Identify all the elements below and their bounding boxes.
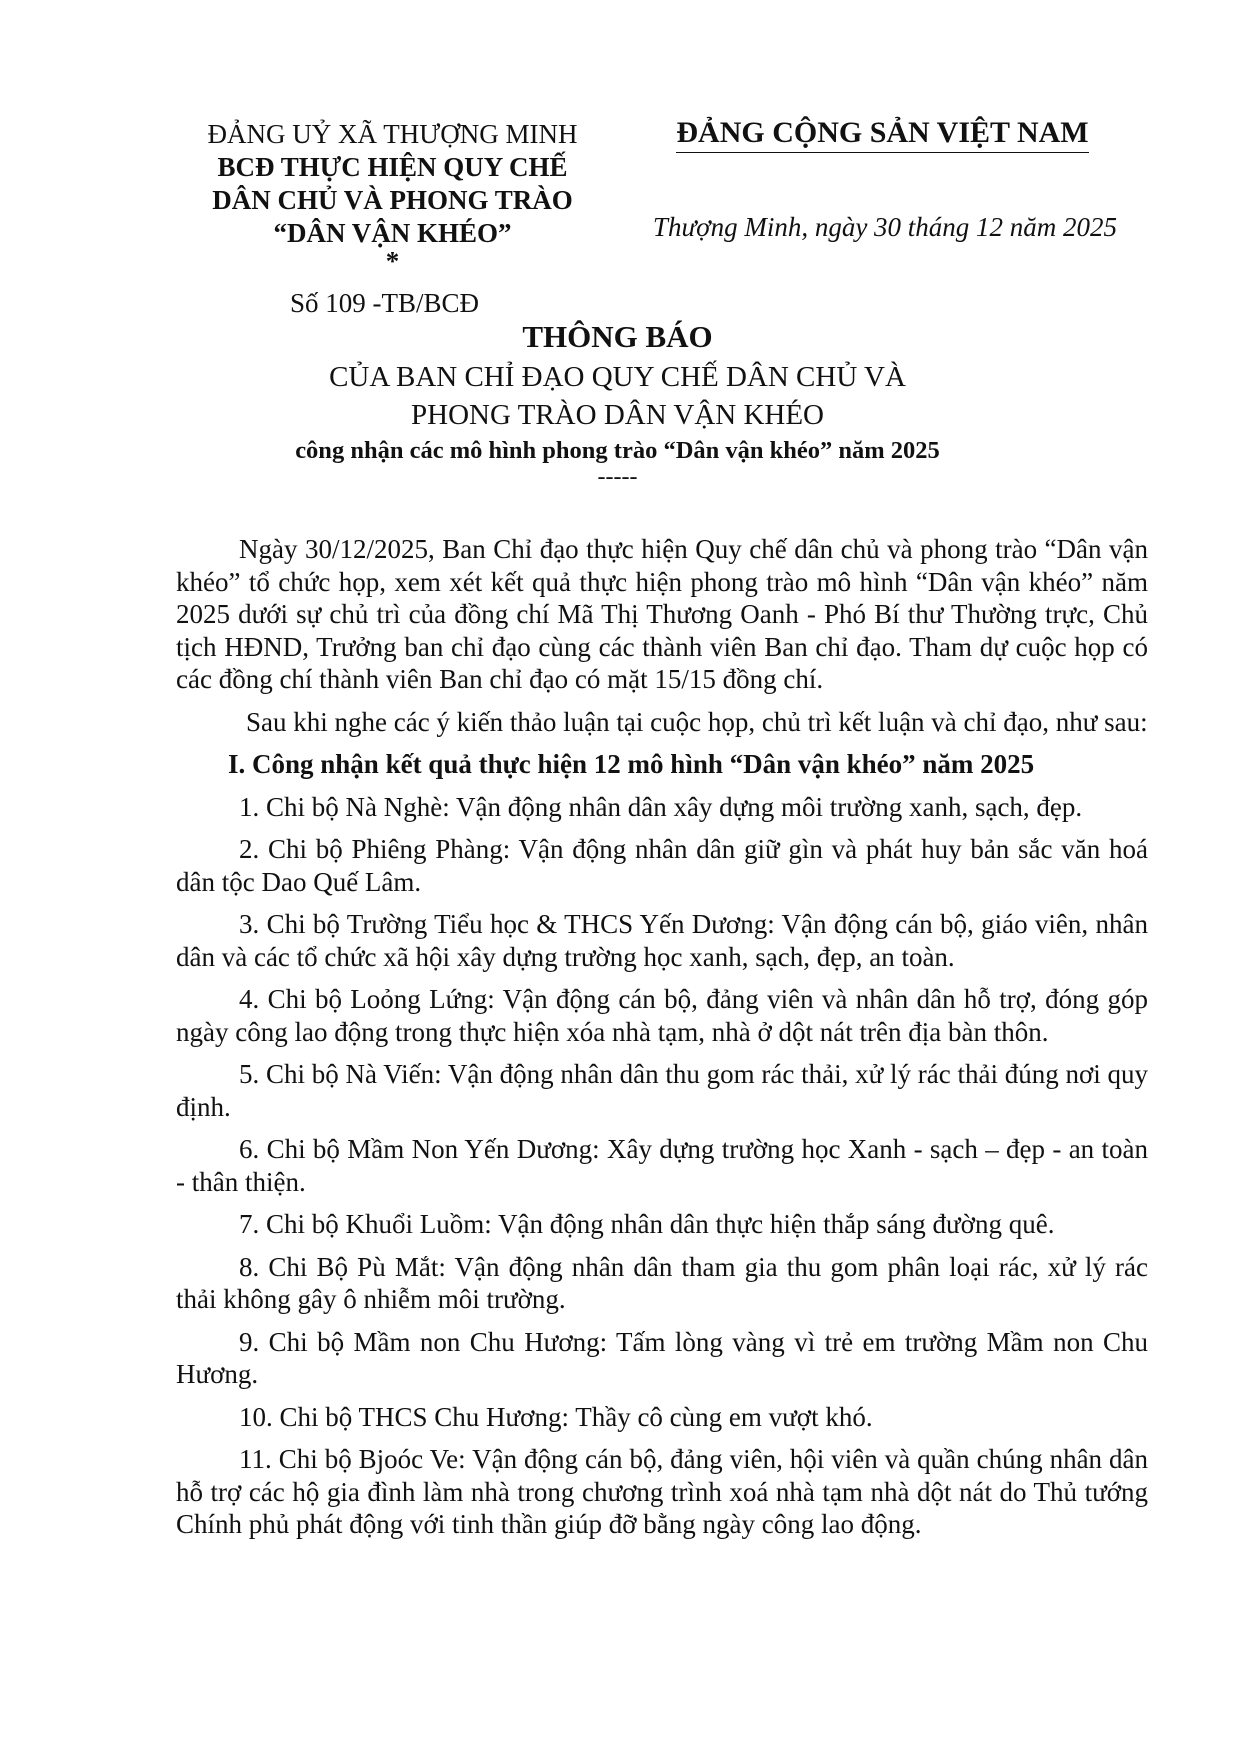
document-body	[176, 533, 1148, 1551]
committee-name-line-3: “DÂN VẬN KHÉO”	[273, 218, 512, 248]
list-item: 11. Chi bộ Bjoóc Ve: Vận động cán bộ, đảng viên, hội viên và quần chúng nhân dân hỗ trợ các hộ gia đình làm nhà trong chương trình xoá nhà tạm nhà dột nát do Thủ tướng Chính phủ phát động với tinh thần giúp đỡ bằng ngày công lao động.	[176, 1444, 1148, 1539]
list-item: 3. Chi bộ Trường Tiểu học & THCS Yến Dương: Vận động cán bộ, giáo viên, nhân dân và các tổ chức xã hội xây dựng trường học xanh, sạch, đẹp, an toàn.	[176, 909, 1148, 972]
title-line-2: PHONG TRÀO DÂN VẬN KHÉO	[411, 399, 824, 431]
intro-paragraph: Ngày 30/12/2025, Ban Chỉ đạo thực hiện Quy chế dân chủ và phong trào “Dân vận khéo” tổ chức họp, xem xét kết quả thực hiện phong trào mô hình “Dân vận khéo” năm 2025 dưới sự chủ trì của đồng chí Mã Thị Thương Oanh - Phó Bí thư Thường trực, Chủ tịch HĐND, Trưởng ban chỉ đạo cùng các thành viên Ban chỉ đạo. Tham dự cuộc họp có các đồng chí thành viên Ban chỉ đạo có mặt 15/15 đồng chí.	[176, 534, 1148, 694]
list-item: 5. Chi bộ Nà Viến: Vận động nhân dân thu gom rác thải, xử lý rác thải đúng nơi quy định.	[176, 1059, 1148, 1122]
committee-name-line-1: BCĐ THỰC HIỆN QUY CHẾ	[217, 152, 568, 182]
list-item: 1. Chi bộ Nà Nghè: Vận động nhân dân xây dựng môi trường xanh, sạch, đẹp.	[239, 791, 1083, 822]
list-item: 2. Chi bộ Phiêng Phàng: Vận động nhân dân giữ gìn và phát huy bản sắc văn hoá dân tộc Dao Quế Lâm.	[176, 834, 1148, 897]
list-item: 4. Chi bộ Loỏng Lứng: Vận động cán bộ, đảng viên và nhân dân hỗ trợ, đóng góp ngày công lao động trong thực hiện xóa nhà tạm, nhà ở dột nát trên địa bàn thôn.	[176, 984, 1148, 1047]
list-item: 10. Chi bộ THCS Chu Hương: Thầy cô cùng em vượt khó.	[239, 1401, 873, 1432]
title-separator: -----	[597, 464, 638, 490]
document-title-block	[130, 316, 1105, 490]
document-title: THÔNG BÁO	[522, 319, 713, 354]
party-name: ĐẢNG CỘNG SẢN VIỆT NAM	[676, 116, 1088, 153]
document-number: Số 109 -TB/BCĐ	[290, 288, 480, 318]
title-line-1: CỦA BAN CHỈ ĐẠO QUY CHẾ DÂN CHỦ VÀ	[329, 361, 906, 393]
list-item: 7. Chi bộ Khuổi Luồm: Vận động nhân dân thực hiện thắp sáng đường quê.	[239, 1209, 1055, 1239]
title-description: công nhận các mô hình phong trào “Dân vận khéo” năm 2025	[295, 437, 940, 464]
list-item: 6. Chi bộ Mầm Non Yến Dương: Xây dựng trường học Xanh - sạch – đẹp - an toàn - thân thiện.	[176, 1134, 1148, 1197]
place-and-date: Thượng Minh, ngày 30 tháng 12 năm 2025	[652, 212, 1118, 242]
list-item: 9. Chi bộ Mầm non Chu Hương: Tấm lòng vàng vì trẻ em trường Mầm non Chu Hương.	[176, 1326, 1148, 1389]
star-separator: *	[385, 246, 400, 276]
national-header	[655, 116, 1110, 153]
committee-name-line-2: DÂN CHỦ VÀ PHONG TRÀO	[212, 185, 573, 215]
party-committee-name: ĐẢNG UỶ XÃ THƯỢNG MINH	[207, 119, 578, 149]
list-item: 8. Chi Bộ Pù Mắt: Vận động nhân dân tham gia thu gom phân loại rác, xử lý rác thải không gây ô nhiễm môi trường.	[176, 1251, 1148, 1314]
conclusion-paragraph: Sau khi nghe các ý kiến thảo luận tại cuộc họp, chủ trì kết luận và chỉ đạo, như sau:	[246, 706, 1148, 737]
section-heading: I. Công nhận kết quả thực hiện 12 mô hình “Dân vận khéo” năm 2025	[228, 749, 1035, 779]
issuing-authority-block	[170, 118, 615, 276]
